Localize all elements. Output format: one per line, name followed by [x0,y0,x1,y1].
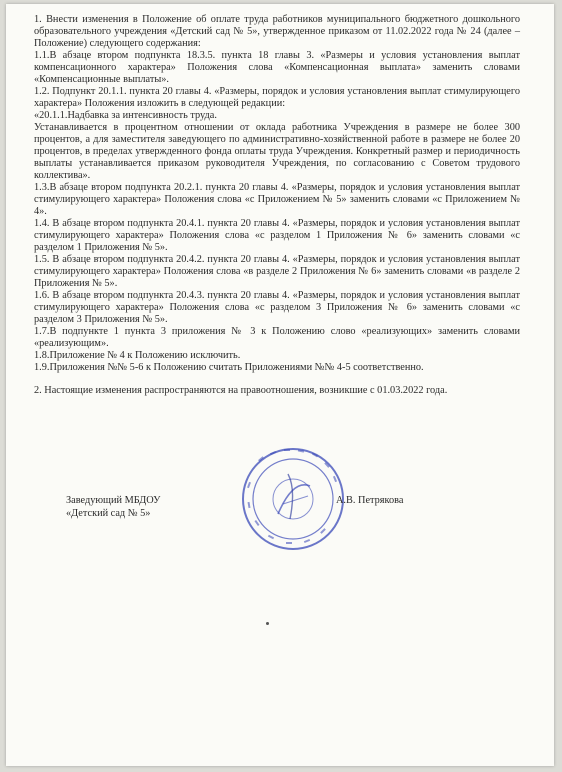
paragraph-20-1-1-title: «20.1.1.Надбавка за интенсивность труда. [34,110,217,121]
signer-name: А.В. Петрякова [336,495,404,506]
spacer [34,374,520,385]
paragraph-1: 1. Внести изменения в Положение об оплате труда работников муниципального бюджетного дошкольного образовательного учреждения «Детский сад № 5», утвержденное приказом от 11.02.2022 года № 24 (далее – Положение) следующего содержания: [34,14,520,49]
paragraph-2: 2. Настоящие изменения распространяются на правоотношения, возникшие с 01.03.2022 года. [34,385,448,396]
paragraph-1-8: 1.8.Приложение № 4 к Положению исключить. [34,350,241,361]
paragraph-1-3: 1.3.В абзаце втором подпункта 20.2.1. пункта 20 главы 4. «Размеры, порядок и условия установления выплат стимулирующего характера» Положения слова «с Приложением № 5» заменить словами «с Приложением № 4». [34,182,520,217]
signer-position-line2: «Детский сад № 5» [66,508,151,519]
paragraph-1-6: 1.6. В абзаце втором подпункта 20.4.3. пункта 20 главы 4. «Размеры, порядок и условия установления выплат стимулирующего характера» Положения слова «с разделом 3 Приложения № 6» заменить словами «с разделом 3 Приложения № 5». [34,290,520,325]
paragraph-1-9: 1.9.Приложения №№ 5-6 к Положению считать Приложениями №№ 4-5 соответственно. [34,362,424,373]
official-stamp-icon [238,444,348,554]
paragraph-1-5: 1.5. В абзаце втором подпункта 20.4.2. пункта 20 главы 4. «Размеры, порядок и условия установления выплат стимулирующего характера» Положения слова «в разделе 2 Приложения № 6» заменить словами «в разделе 2 Приложения № 5». [34,254,520,289]
paragraph-1-2: 1.2. Подпункт 20.1.1. пункта 20 главы 4. «Размеры, порядок и условия установления выплат стимулирующего характера» Положения изложить в следующей редакции: [34,86,520,109]
document-page [6,4,554,766]
signer-position-line1: Заведующий МБДОУ [66,495,161,506]
scan-speck [266,622,269,625]
document-body [34,14,520,397]
paragraph-1-1: 1.1.В абзаце втором подпункта 18.3.5. пункта 18 главы 3. «Размеры и условия установления выплат компенсационного характера» Положения слова «Компенсационная выплата» заменить словами «Компенсационные выплаты». [34,50,520,85]
signer-position [66,494,160,520]
paragraph-1-7: 1.7.В подпункте 1 пункта 3 приложения № 3 к Положению слово «реализующих» заменить словами «реализующим». [34,326,520,349]
paragraph-1-4: 1.4. В абзаце втором подпункта 20.4.1. пункта 20 главы 4. «Размеры, порядок и условия установления выплат стимулирующего характера» Положения слова «с разделом 1 Приложения № 6» заменить словами «с разделом 1 Приложения № 5». [34,218,520,253]
paragraph-20-1-1-body: Устанавливается в процентном отношении от оклада работника Учреждения в размере не более 300 процентов, а для заместителя заведующего по административно-хозяйственной работе в размере не более 20 процентов, в пределах утвержденного фонда оплаты труда Учреждения. Конкретный размер и периодичность выплаты устанавливается приказом руководителя Учреждения, по согласованию с Советом трудового коллектива». [34,122,520,181]
